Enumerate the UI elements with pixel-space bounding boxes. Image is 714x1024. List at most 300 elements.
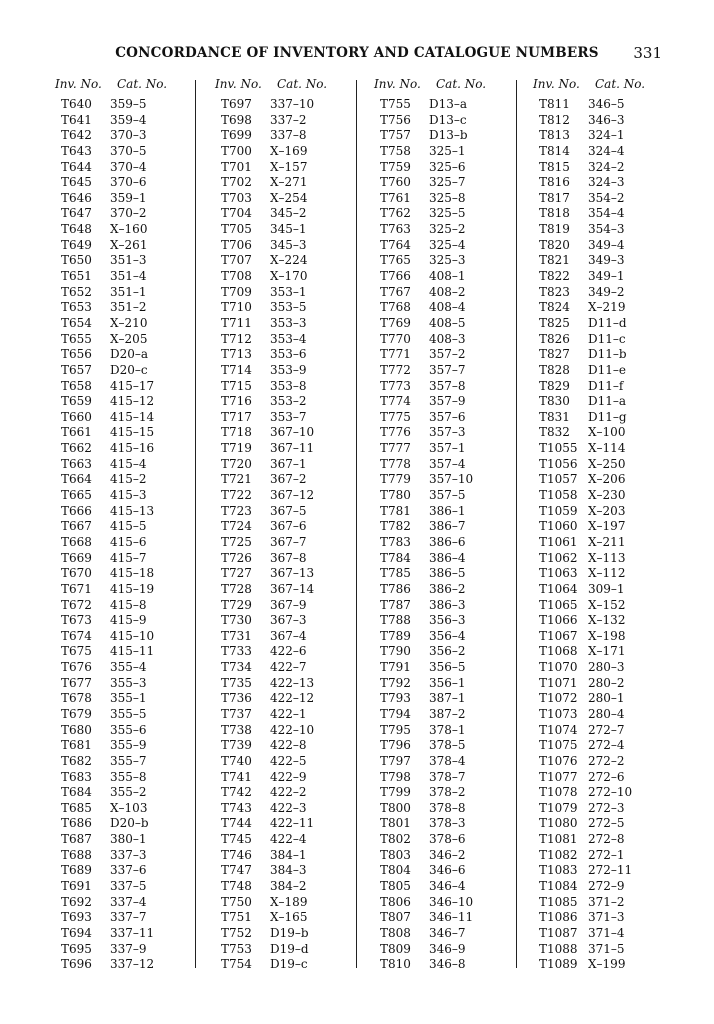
catalogue-number: D11–e (588, 362, 626, 377)
inventory-number: T693 (61, 910, 92, 925)
table-row (374, 863, 524, 879)
catalogue-number: 337–5 (110, 879, 147, 894)
table-row (215, 754, 365, 770)
catalogue-number: 357–2 (429, 347, 466, 362)
inventory-number: T648 (61, 222, 92, 237)
inventory-number: T779 (380, 472, 411, 487)
inventory-number: T754 (221, 957, 252, 972)
inventory-number: T764 (380, 237, 411, 252)
catalogue-number: D19–d (270, 941, 309, 956)
table-row (374, 832, 524, 848)
catalogue-number: 354–2 (588, 190, 625, 205)
inventory-number: T655 (61, 331, 92, 346)
table-row (55, 379, 205, 395)
catalogue-number: 422–5 (270, 753, 307, 768)
catalogue-number: 356–5 (429, 660, 466, 675)
catalogue-number: 371–3 (588, 910, 625, 925)
table-row (55, 113, 205, 129)
inventory-number: T643 (61, 143, 92, 158)
table-row (215, 582, 365, 598)
catalogue-number: 337–7 (110, 910, 147, 925)
inventory-number: T651 (61, 269, 92, 284)
inventory-number: T657 (61, 362, 92, 377)
catalogue-number: X–132 (588, 613, 626, 628)
catalogue-number: 353–4 (270, 331, 307, 346)
inventory-number: T1070 (539, 660, 578, 675)
catalogue-number: 415–11 (110, 644, 155, 659)
table-row (533, 832, 683, 848)
catalogue-number: X–160 (110, 222, 148, 237)
table-row (533, 160, 683, 176)
catalogue-number: 386–3 (429, 597, 466, 612)
inventory-number: T671 (61, 581, 92, 596)
cat-no-header: Cat. No. (117, 77, 168, 91)
inventory-number: T737 (221, 706, 252, 721)
table-row (374, 488, 524, 504)
inventory-number: T646 (61, 190, 92, 205)
table-row (533, 754, 683, 770)
catalogue-number: 325–4 (429, 237, 466, 252)
catalogue-number: 422–3 (270, 800, 307, 815)
table-row (374, 238, 524, 254)
catalogue-number: 415–5 (110, 519, 147, 534)
catalogue-number: 367–14 (270, 581, 315, 596)
table-row (374, 723, 524, 739)
cat-no-header: Cat. No. (595, 77, 646, 91)
catalogue-number: 353–8 (270, 378, 307, 393)
catalogue-number: X–189 (270, 894, 308, 909)
catalogue-number: 355–3 (110, 675, 147, 690)
table-row (374, 285, 524, 301)
inventory-number: T1063 (539, 566, 578, 581)
catalogue-number: 272–4 (588, 738, 625, 753)
table-row (55, 488, 205, 504)
table-row (533, 441, 683, 457)
column-divider (195, 80, 196, 968)
catalogue-number: 371–5 (588, 941, 625, 956)
table-row (533, 519, 683, 535)
catalogue-number: 325–3 (429, 253, 466, 268)
table-row (533, 957, 683, 973)
catalogue-number: 422–2 (270, 785, 307, 800)
catalogue-number: 415–8 (110, 597, 147, 612)
catalogue-number: 357–5 (429, 488, 466, 503)
catalogue-number: 272–3 (588, 800, 625, 815)
table-row (55, 175, 205, 191)
table-row (374, 269, 524, 285)
inventory-number: T735 (221, 675, 252, 690)
catalogue-number: 359–1 (110, 190, 147, 205)
inventory-number: T766 (380, 269, 411, 284)
table-row (215, 347, 365, 363)
inv-no-header: Inv. No. (55, 77, 102, 91)
inventory-number: T714 (221, 362, 252, 377)
inventory-number: T811 (539, 97, 570, 111)
catalogue-number: D11–c (588, 331, 626, 346)
table-row (55, 504, 205, 520)
catalogue-number: X–271 (270, 175, 308, 190)
table-row (55, 160, 205, 176)
inventory-number: T668 (61, 534, 92, 549)
inventory-number: T831 (539, 409, 570, 424)
catalogue-number: 324–1 (588, 128, 625, 143)
table-row (215, 379, 365, 395)
inventory-number: T795 (380, 722, 411, 737)
table-row (374, 128, 524, 144)
table-row (374, 316, 524, 332)
table-row (533, 770, 683, 786)
table-row (215, 691, 365, 707)
table-row (374, 754, 524, 770)
table-row (374, 660, 524, 676)
catalogue-number: 415–15 (110, 425, 155, 440)
catalogue-number: 386–5 (429, 566, 466, 581)
catalogue-number: 415–6 (110, 534, 147, 549)
inventory-number: T712 (221, 331, 252, 346)
table-row (533, 128, 683, 144)
table-row (55, 957, 205, 973)
table-row (374, 144, 524, 160)
table-row (55, 723, 205, 739)
table-row (55, 660, 205, 676)
table-row (533, 644, 683, 660)
table-row (374, 425, 524, 441)
catalogue-number: 324–3 (588, 175, 625, 190)
catalogue-number: 386–2 (429, 581, 466, 596)
catalogue-number: 367–6 (270, 519, 307, 534)
inventory-number: T807 (380, 910, 411, 925)
catalogue-number: X–261 (110, 237, 148, 252)
inventory-number: T654 (61, 315, 92, 330)
inventory-number: T805 (380, 879, 411, 894)
table-row (55, 644, 205, 660)
catalogue-number: 367–4 (270, 628, 307, 643)
inventory-number: T650 (61, 253, 92, 268)
catalogue-number: 370–6 (110, 175, 147, 190)
table-row (55, 472, 205, 488)
table-row (215, 285, 365, 301)
table-row (533, 425, 683, 441)
inventory-number: T1089 (539, 957, 578, 972)
catalogue-number: 384–2 (270, 879, 307, 894)
catalogue-number: 280–1 (588, 691, 625, 706)
catalogue-number: X–205 (110, 331, 148, 346)
table-row (374, 160, 524, 176)
inventory-number: T825 (539, 315, 570, 330)
inventory-number: T1087 (539, 925, 578, 940)
catalogue-number: 367–11 (270, 441, 315, 456)
table-row (55, 316, 205, 332)
inventory-number: T792 (380, 675, 411, 690)
inventory-number: T676 (61, 660, 92, 675)
table-row (215, 566, 365, 582)
table-row (215, 957, 365, 973)
table-row (374, 816, 524, 832)
table-row (533, 551, 683, 567)
table-row (215, 504, 365, 520)
table-row (533, 691, 683, 707)
inventory-number: T776 (380, 425, 411, 440)
inventory-number: T1068 (539, 644, 578, 659)
inventory-number: T652 (61, 284, 92, 299)
table-row (374, 707, 524, 723)
catalogue-number: 359–5 (110, 97, 147, 111)
table-row (533, 316, 683, 332)
catalogue-number: 384–1 (270, 847, 307, 862)
table-row (55, 910, 205, 926)
inventory-number: T674 (61, 628, 92, 643)
inventory-number: T822 (539, 269, 570, 284)
table-row (215, 676, 365, 692)
catalogue-number: 378–1 (429, 722, 466, 737)
catalogue-number: X–170 (270, 269, 308, 284)
catalogue-number: 370–2 (110, 206, 147, 221)
table-row (533, 363, 683, 379)
inventory-number: T810 (380, 957, 411, 972)
table-row (374, 644, 524, 660)
table-row (55, 206, 205, 222)
table-row (215, 816, 365, 832)
catalogue-number: X–250 (588, 456, 626, 471)
table-row (215, 488, 365, 504)
catalogue-number: D13–b (429, 128, 468, 143)
catalogue-number: D11–g (588, 409, 627, 424)
inventory-number: T1061 (539, 534, 578, 549)
catalogue-number: X–230 (588, 488, 626, 503)
inventory-number: T813 (539, 128, 570, 143)
inventory-number: T1078 (539, 785, 578, 800)
catalogue-number: 357–3 (429, 425, 466, 440)
catalogue-number: X–171 (588, 644, 626, 659)
inventory-number: T832 (539, 425, 570, 440)
catalogue-number: 354–3 (588, 222, 625, 237)
inventory-number: T667 (61, 519, 92, 534)
table-row (55, 613, 205, 629)
table-row (55, 895, 205, 911)
catalogue-number: 346–9 (429, 941, 466, 956)
table-row (533, 379, 683, 395)
table-row (374, 957, 524, 973)
table-row (533, 238, 683, 254)
inventory-number: T644 (61, 159, 92, 174)
table-row (374, 410, 524, 426)
table-row (374, 879, 524, 895)
table-row (55, 785, 205, 801)
inventory-number: T686 (61, 816, 92, 831)
catalogue-number: 355–5 (110, 706, 147, 721)
inventory-number: T1084 (539, 879, 578, 894)
catalogue-number: 337–8 (270, 128, 307, 143)
table-row (215, 551, 365, 567)
column-divider (356, 80, 357, 968)
table-row (533, 457, 683, 473)
catalogue-number: 422–9 (270, 769, 307, 784)
inventory-number: T784 (380, 550, 411, 565)
inventory-number: T715 (221, 378, 252, 393)
table-row (533, 598, 683, 614)
catalogue-number: 357–4 (429, 456, 466, 471)
catalogue-number: 422–10 (270, 722, 315, 737)
catalogue-number: X–112 (588, 566, 626, 581)
inventory-number: T757 (380, 128, 411, 143)
inventory-number: T765 (380, 253, 411, 268)
catalogue-number: 415–13 (110, 503, 155, 518)
inventory-number: T696 (61, 957, 92, 972)
catalogue-number: 367–9 (270, 597, 307, 612)
inventory-number: T704 (221, 206, 252, 221)
inventory-number: T820 (539, 237, 570, 252)
inventory-number: T759 (380, 159, 411, 174)
table-row (374, 926, 524, 942)
inventory-number: T789 (380, 628, 411, 643)
catalogue-number: 415–18 (110, 566, 155, 581)
page-title: CONCORDANCE OF INVENTORY AND CATALOGUE NUMBERS (115, 45, 599, 61)
catalogue-number: 370–5 (110, 143, 147, 158)
table-row (374, 691, 524, 707)
catalogue-number: 367–10 (270, 425, 315, 440)
inventory-number: T747 (221, 863, 252, 878)
inventory-number: T761 (380, 190, 411, 205)
concordance-block-2 (215, 77, 365, 973)
inventory-number: T688 (61, 847, 92, 862)
catalogue-number: 378–7 (429, 769, 466, 784)
catalogue-number: D13–a (429, 97, 468, 111)
inventory-number: T774 (380, 394, 411, 409)
inventory-number: T691 (61, 879, 92, 894)
inventory-number: T710 (221, 300, 252, 315)
table-row (55, 551, 205, 567)
table-row (374, 770, 524, 786)
catalogue-number: D19–c (270, 957, 308, 972)
inv-no-header: Inv. No. (374, 77, 421, 91)
table-row (55, 879, 205, 895)
column-header (533, 77, 683, 97)
inventory-number: T806 (380, 894, 411, 909)
catalogue-number: D11–f (588, 378, 624, 393)
table-row (374, 222, 524, 238)
inventory-number: T777 (380, 441, 411, 456)
catalogue-number: D13–c (429, 112, 467, 127)
table-row (533, 910, 683, 926)
table-row (215, 707, 365, 723)
catalogue-number: 325–6 (429, 159, 466, 174)
inventory-number: T713 (221, 347, 252, 362)
table-row (215, 269, 365, 285)
inventory-number: T728 (221, 581, 252, 596)
catalogue-number: 346–3 (588, 112, 625, 127)
inventory-number: T762 (380, 206, 411, 221)
column-header (374, 77, 524, 97)
inventory-number: T695 (61, 941, 92, 956)
table-row (533, 410, 683, 426)
catalogue-number: 386–6 (429, 534, 466, 549)
table-row (55, 926, 205, 942)
table-row (215, 832, 365, 848)
catalogue-number: D11–a (588, 394, 627, 409)
inventory-number: T748 (221, 879, 252, 894)
inventory-number: T816 (539, 175, 570, 190)
inventory-number: T683 (61, 769, 92, 784)
catalogue-number: 355–4 (110, 660, 147, 675)
table-row (533, 801, 683, 817)
table-row (55, 691, 205, 707)
table-row (215, 644, 365, 660)
catalogue-number: 378–6 (429, 832, 466, 847)
catalogue-number: 324–2 (588, 159, 625, 174)
catalogue-number: 272–11 (588, 863, 633, 878)
catalogue-number: X–114 (588, 441, 626, 456)
inventory-number: T711 (221, 315, 252, 330)
table-row (215, 394, 365, 410)
table-row (215, 128, 365, 144)
inv-no-header: Inv. No. (533, 77, 580, 91)
table-row (215, 191, 365, 207)
table-row (55, 707, 205, 723)
catalogue-number: 345–3 (270, 237, 307, 252)
catalogue-number: 408–3 (429, 331, 466, 346)
catalogue-number: 351–3 (110, 253, 147, 268)
catalogue-number: 349–3 (588, 253, 625, 268)
inventory-number: T750 (221, 894, 252, 909)
table-row (533, 738, 683, 754)
catalogue-number: 422–7 (270, 660, 307, 675)
table-row (374, 175, 524, 191)
table-row (533, 253, 683, 269)
catalogue-number: 345–1 (270, 222, 307, 237)
table-row (55, 394, 205, 410)
inventory-number: T809 (380, 941, 411, 956)
inventory-number: T699 (221, 128, 252, 143)
catalogue-number: 354–4 (588, 206, 625, 221)
inventory-number: T1076 (539, 753, 578, 768)
table-row (215, 253, 365, 269)
table-row (215, 660, 365, 676)
inventory-number: T812 (539, 112, 570, 127)
table-row (55, 942, 205, 958)
inventory-number: T815 (539, 159, 570, 174)
catalogue-number: 337–3 (110, 847, 147, 862)
inventory-number: T709 (221, 284, 252, 299)
catalogue-number: D20–c (110, 362, 148, 377)
table-row (215, 457, 365, 473)
inventory-number: T694 (61, 925, 92, 940)
table-row (533, 723, 683, 739)
cat-no-header: Cat. No. (436, 77, 487, 91)
catalogue-number: 422–6 (270, 644, 307, 659)
catalogue-number: 356–1 (429, 675, 466, 690)
table-row (55, 770, 205, 786)
table-row (215, 598, 365, 614)
table-row (215, 238, 365, 254)
inventory-number: T698 (221, 112, 252, 127)
table-row (215, 222, 365, 238)
table-row (215, 144, 365, 160)
table-row (215, 160, 365, 176)
table-row (215, 425, 365, 441)
catalogue-number: 356–2 (429, 644, 466, 659)
table-row (55, 441, 205, 457)
inventory-number: T731 (221, 628, 252, 643)
inventory-number: T1082 (539, 847, 578, 862)
table-row (533, 504, 683, 520)
inventory-number: T722 (221, 488, 252, 503)
catalogue-number: 370–4 (110, 159, 147, 174)
table-row (55, 222, 205, 238)
table-row (215, 519, 365, 535)
catalogue-number: X–210 (110, 315, 148, 330)
inventory-number: T642 (61, 128, 92, 143)
catalogue-number: 367–13 (270, 566, 315, 581)
